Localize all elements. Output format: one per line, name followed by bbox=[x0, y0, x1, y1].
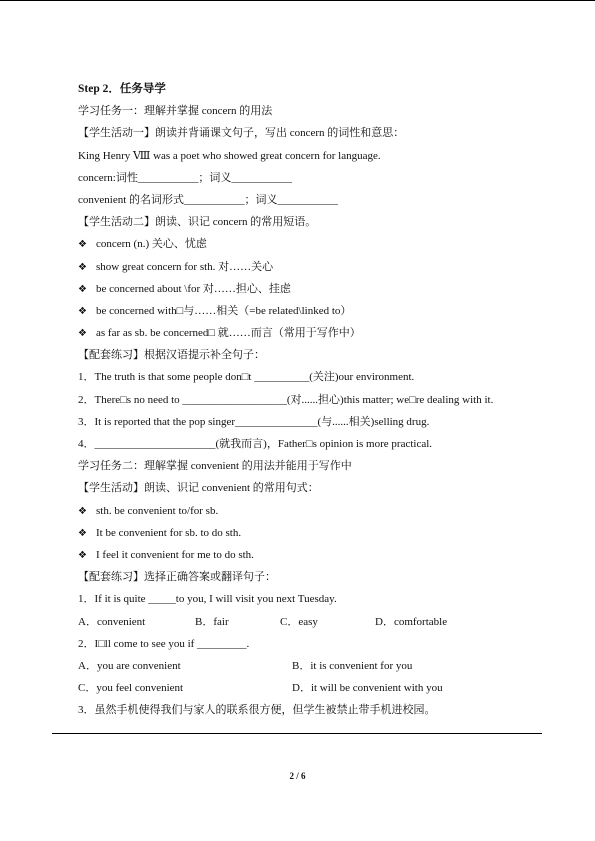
diamond-bullet-icon: ❖ bbox=[78, 283, 87, 295]
text-line: 4．______________________(就我而言)，Father□s opinion is more practical. bbox=[78, 438, 433, 450]
text-line: 1．If it is quite _____to you, I will visit you next Tuesday. bbox=[78, 593, 337, 606]
text-line: 3．It is reported that the pop singer_______________(与......相关)selling drug. bbox=[78, 415, 430, 428]
bullet-item bbox=[78, 544, 548, 566]
diamond-bullet-icon: ❖ bbox=[78, 505, 87, 517]
answer-options-row bbox=[78, 655, 548, 677]
text-line: 学习任务一：理解并掌握 concern 的用法 bbox=[78, 105, 273, 118]
bullet-item bbox=[78, 522, 548, 544]
section-heading: Step 2．任务导学 bbox=[78, 83, 166, 95]
text-line: 1．The truth is that some people don□t __________(关注)our environment. bbox=[78, 371, 415, 384]
text-line: 【学生活动一】朗读并背诵课文句子，写出 concern 的词性和意思： bbox=[78, 127, 405, 140]
diamond-bullet-icon: ❖ bbox=[78, 328, 87, 340]
bullet-text: concern (n.) 关心、忧虑 bbox=[96, 238, 207, 251]
bullet-item bbox=[78, 278, 548, 300]
bullet-text: be concerned about \for 对……担心、挂虑 bbox=[96, 282, 291, 295]
answer-option: B．fair bbox=[195, 615, 229, 628]
text-line: 3．虽然手机使得我们与家人的联系很方便，但学生被禁止带手机进校园。 bbox=[78, 704, 436, 717]
answer-options-row bbox=[78, 611, 548, 633]
text-line: 【配套练习】根据汉语提示补全句子： bbox=[78, 349, 265, 362]
text-line: concern:词性___________；词义___________ bbox=[78, 171, 292, 184]
diamond-bullet-icon: ❖ bbox=[78, 305, 87, 317]
page-number: 2 / 6 bbox=[289, 771, 306, 781]
text-line: 【学生活动二】朗读、识记 concern 的常用短语。 bbox=[78, 216, 317, 229]
text-line: 学习任务二：理解掌握 convenient 的用法并能用于写作中 bbox=[78, 460, 352, 473]
answer-option: A．convenient bbox=[78, 615, 146, 628]
answer-option: C．easy bbox=[280, 615, 318, 628]
bullet-text: be concerned with□与……相关（=be related\linked to） bbox=[96, 304, 352, 317]
text-line: convenient 的名词形式___________；词义___________ bbox=[78, 193, 339, 206]
text-line: 2．I□ll come to see you if _________. bbox=[78, 637, 250, 650]
bullet-item bbox=[78, 233, 548, 255]
answer-option: B．it is convenient for you bbox=[292, 659, 413, 672]
bullet-text: sth. be convenient to/for sb. bbox=[96, 504, 219, 517]
text-line: 2．There□s no need to ___________________(对......担心)this matter; we□re dealing with it. bbox=[78, 393, 494, 406]
bullet-item bbox=[78, 256, 548, 278]
diamond-bullet-icon: ❖ bbox=[78, 239, 87, 251]
bullet-item bbox=[78, 300, 548, 322]
answer-option: C．you feel convenient bbox=[78, 682, 184, 695]
bullet-item bbox=[78, 500, 548, 522]
bullet-text: I feel it convenient for me to do sth. bbox=[96, 548, 254, 561]
diamond-bullet-icon: ❖ bbox=[78, 261, 87, 273]
bullet-item bbox=[78, 322, 548, 344]
bullet-text: It be convenient for sb. to do sth. bbox=[96, 526, 242, 539]
diamond-bullet-icon: ❖ bbox=[78, 549, 87, 561]
footer-divider bbox=[52, 733, 542, 734]
answer-options-row bbox=[78, 677, 548, 699]
text-line: 【配套练习】选择正确答案或翻译句子： bbox=[78, 571, 276, 584]
document-body bbox=[78, 78, 548, 721]
answer-option: D．it will be convenient with you bbox=[292, 682, 443, 695]
bullet-text: as far as sb. be concerned□ 就……而言（常用于写作中） bbox=[96, 327, 361, 340]
text-line: King Henry Ⅷ was a poet who showed great concern for language. bbox=[78, 149, 381, 162]
text-line: 【学生活动】朗读、识记 convenient 的常用句式： bbox=[78, 482, 319, 495]
diamond-bullet-icon: ❖ bbox=[78, 527, 87, 539]
answer-option: D．comfortable bbox=[375, 615, 448, 628]
bullet-text: show great concern for sth. 对……关心 bbox=[96, 260, 274, 273]
top-border-line bbox=[0, 0, 595, 1]
answer-option: A．you are convenient bbox=[78, 659, 181, 672]
